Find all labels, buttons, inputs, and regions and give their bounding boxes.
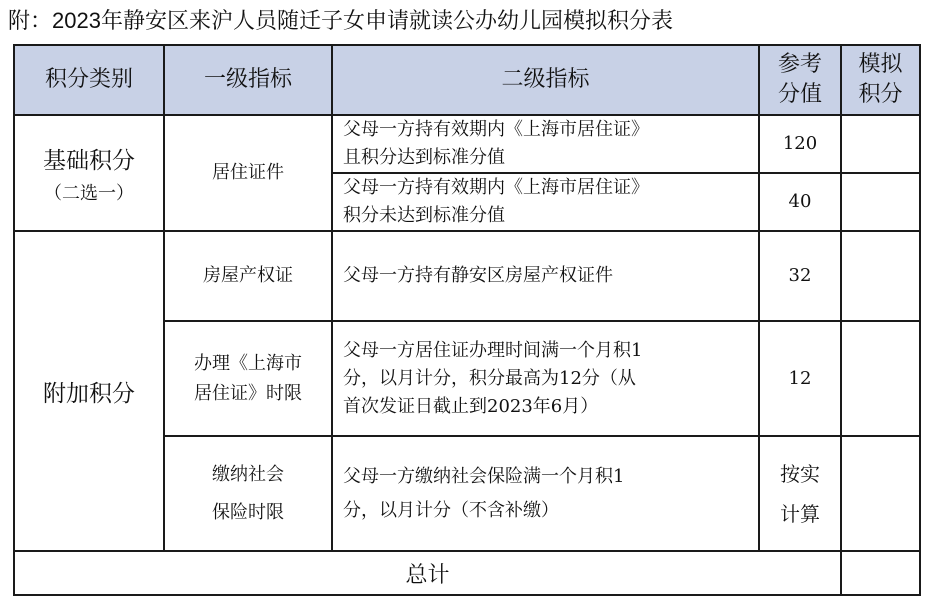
social-level2 — [332, 436, 759, 551]
basic-row1-sim-cell[interactable] — [841, 115, 920, 173]
house-value: 32 — [759, 231, 841, 321]
social-level2-line1: 父母一方缴纳社会保险满一个月积1 — [343, 465, 625, 487]
basic-row1-line1: 父母一方持有效期内《上海市居住证》 — [343, 119, 649, 140]
total-sim-cell[interactable] — [841, 551, 920, 595]
basic-note: （二选一） — [44, 182, 134, 204]
basic-level1: 居住证件 — [164, 115, 332, 231]
basic-row1-value: 120 — [759, 115, 841, 173]
basic-row2-value: 40 — [759, 173, 841, 231]
social-sim-cell[interactable] — [841, 436, 920, 551]
table-row — [14, 231, 920, 321]
permit-level2-line1: 父母一方居住证办理时间满一个月积1 — [343, 339, 643, 361]
permit-sim-cell[interactable] — [841, 321, 920, 436]
header-level2: 二级指标 — [332, 45, 759, 115]
header-simulated — [841, 45, 920, 115]
house-level2: 父母一方持有静安区房屋产权证件 — [332, 231, 759, 321]
header-sim-line2: 积分 — [858, 82, 903, 107]
additional-category: 附加积分 — [14, 231, 164, 551]
basic-row2-line2: 积分未达到标准分值 — [343, 205, 505, 226]
social-level1-line1: 缴纳社会 — [212, 463, 284, 485]
house-sim-cell[interactable] — [841, 231, 920, 321]
permit-level2-line2: 分，以月计分，积分最高为12分（从 — [343, 367, 636, 389]
permit-level1-line2: 居住证》时限 — [194, 382, 302, 404]
header-value — [759, 45, 841, 115]
permit-level2 — [332, 321, 759, 436]
basic-row1-line2: 且积分达到标准分值 — [343, 147, 505, 168]
total-label: 总计 — [14, 551, 841, 595]
permit-level1-line1: 办理《上海市 — [194, 352, 302, 374]
header-level1: 一级指标 — [164, 45, 332, 115]
social-value-line1: 按实 — [780, 461, 820, 486]
table-row — [14, 115, 920, 173]
social-value-line2: 计算 — [780, 501, 820, 526]
permit-level1 — [164, 321, 332, 436]
basic-row2-level2 — [332, 173, 759, 231]
social-level1 — [164, 436, 332, 551]
header-value-line2: 分值 — [777, 82, 822, 107]
score-table — [13, 44, 921, 596]
social-level2-line2: 分，以月计分（不含补缴） — [343, 499, 559, 521]
basic-row2-line1: 父母一方持有效期内《上海市居住证》 — [343, 177, 649, 198]
house-level1: 房屋产权证 — [164, 231, 332, 321]
permit-level2-line3: 首次发证日截止到2023年6月） — [343, 395, 599, 417]
basic-category: 基础积分 — [43, 147, 135, 174]
basic-row1-level2 — [332, 115, 759, 173]
basic-category-cell — [14, 115, 164, 231]
header-value-line1: 参考 — [777, 52, 822, 77]
permit-value: 12 — [759, 321, 841, 436]
basic-row2-sim-cell[interactable] — [841, 173, 920, 231]
header-row — [14, 45, 920, 115]
social-level1-line2: 保险时限 — [212, 501, 284, 523]
header-sim-line1: 模拟 — [858, 52, 903, 77]
social-value — [759, 436, 841, 551]
page-title: 附：2023年静安区来沪人员随迁子女申请就读公办幼儿园模拟积分表 — [8, 8, 673, 33]
header-category: 积分类别 — [14, 45, 164, 115]
total-row — [14, 551, 920, 595]
